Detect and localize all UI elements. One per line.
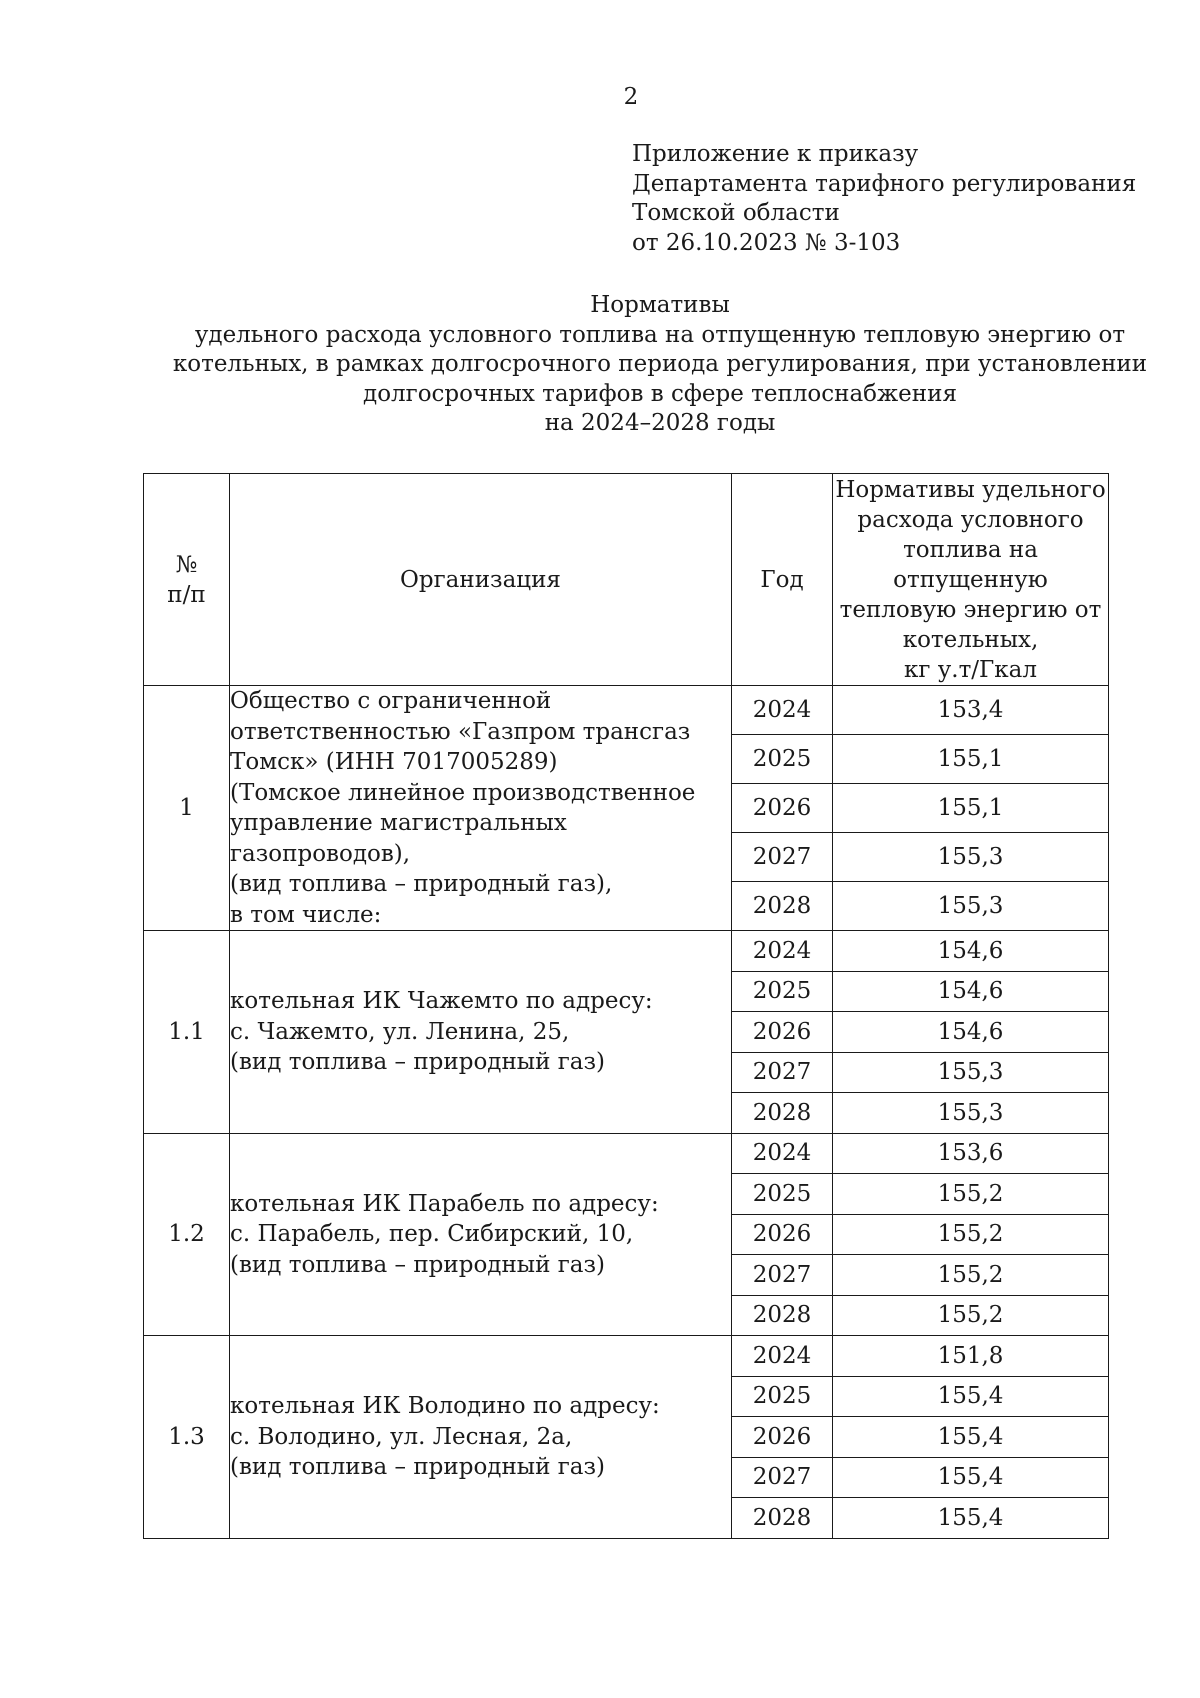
year-cell: 2025	[732, 971, 833, 1012]
year-cell: 2024	[732, 1336, 833, 1377]
norm-value-cell: 155,4	[833, 1417, 1109, 1458]
organization-cell	[230, 1336, 732, 1539]
year-cell: 2027	[732, 833, 833, 882]
norm-value-cell: 155,2	[833, 1255, 1109, 1296]
norm-value-cell: 155,2	[833, 1174, 1109, 1215]
appendix-line: Департамента тарифного регулирования	[632, 170, 1137, 197]
title-line: на 2024–2028 годы	[544, 410, 776, 436]
table-header-row	[144, 474, 1109, 686]
year-cell: 2026	[732, 1214, 833, 1255]
header-num-line: №	[175, 551, 198, 578]
row-number: 1	[144, 686, 230, 931]
norm-value-cell: 155,2	[833, 1295, 1109, 1336]
title-line: котельных, в рамках долгосрочного периода регулирования, при установлении	[172, 351, 1148, 377]
table-row	[144, 1336, 1109, 1377]
header-norm-line: тепловую энергию от	[839, 596, 1102, 623]
year-cell: 2027	[732, 1457, 833, 1498]
table-row	[144, 1133, 1109, 1174]
norm-value-cell: 155,3	[833, 1093, 1109, 1134]
organization-text	[230, 1391, 731, 1483]
year-cell: 2026	[732, 1012, 833, 1053]
norm-value-cell: 153,6	[833, 1133, 1109, 1174]
norm-value-cell: 155,1	[833, 784, 1109, 833]
organization-line: Общество с ограниченной	[230, 688, 552, 714]
organization-line: (Томское линейное производственное	[230, 779, 696, 806]
appendix-line: Приложение к приказу	[632, 141, 919, 167]
organization-line: Томск» (ИНН 7017005289)	[230, 749, 558, 775]
year-cell: 2026	[732, 1417, 833, 1458]
year-cell: 2025	[732, 735, 833, 784]
norm-value-cell: 154,6	[833, 1012, 1109, 1053]
organization-line: (вид топлива – природный газ)	[230, 1454, 606, 1480]
page-number: 2	[623, 84, 639, 110]
organization-line: ответственностью «Газпром трансгаз	[230, 718, 691, 745]
year-cell: 2024	[732, 686, 833, 735]
organization-cell	[230, 931, 732, 1134]
year-cell: 2028	[732, 1295, 833, 1336]
year-cell: 2028	[732, 1093, 833, 1134]
norm-value-cell: 155,3	[833, 882, 1109, 931]
title-line: долгосрочных тарифов в сфере теплоснабжения	[363, 380, 957, 407]
header-norm-line: топлива на	[903, 536, 1038, 563]
organization-line: (вид топлива – природный газ)	[230, 1251, 606, 1278]
organization-cell	[230, 686, 732, 931]
appendix-header	[632, 140, 1136, 258]
norm-value-cell: 155,4	[833, 1457, 1109, 1498]
year-cell: 2027	[732, 1255, 833, 1296]
organization-line: (вид топлива – природный газ)	[230, 1049, 606, 1075]
norm-value-cell: 155,4	[833, 1376, 1109, 1417]
row-number: 1.1	[144, 931, 230, 1134]
header-norm-line: расхода условного	[857, 506, 1084, 533]
header-norm-line: Нормативы удельного	[835, 476, 1106, 503]
year-cell: 2026	[732, 784, 833, 833]
header-num-line: п/п	[167, 581, 206, 608]
row-number: 1.3	[144, 1336, 230, 1539]
organization-line: управление магистральных газопроводов),	[230, 810, 567, 867]
year-cell: 2024	[732, 1133, 833, 1174]
row-number: 1.2	[144, 1133, 230, 1336]
header-organization: Организация	[230, 474, 732, 686]
title-line: Нормативы	[590, 292, 730, 318]
organization-text	[230, 986, 731, 1078]
norm-value-cell: 155,2	[833, 1214, 1109, 1255]
year-cell: 2027	[732, 1052, 833, 1093]
norm-value-cell: 154,6	[833, 971, 1109, 1012]
year-cell: 2028	[732, 882, 833, 931]
organization-text	[230, 1189, 731, 1281]
organization-line: котельная ИК Чажемто по адресу:	[230, 988, 653, 1014]
table-row	[144, 686, 1109, 735]
organization-line: в том числе:	[230, 901, 382, 928]
organization-line: котельная ИК Парабель по адресу:	[230, 1190, 659, 1217]
table-body	[144, 686, 1109, 1539]
appendix-line: от 26.10.2023 № 3-103	[632, 229, 901, 256]
year-cell: 2024	[732, 931, 833, 972]
organization-text	[230, 686, 731, 930]
header-year: Год	[732, 474, 833, 686]
organization-line: с. Парабель, пер. Сибирский, 10,	[230, 1221, 634, 1247]
header-num	[144, 474, 230, 686]
norm-value-cell: 153,4	[833, 686, 1109, 735]
header-norm-line: котельных,	[902, 626, 1039, 653]
appendix-line: Томской области	[632, 200, 840, 226]
norms-table	[143, 473, 1109, 1539]
organization-line: с. Володино, ул. Лесная, 2а,	[230, 1423, 573, 1450]
organization-cell	[230, 1133, 732, 1336]
norm-value-cell: 155,4	[833, 1498, 1109, 1539]
year-cell: 2028	[732, 1498, 833, 1539]
organization-line: (вид топлива – природный газ),	[230, 871, 613, 897]
document-title	[140, 291, 1180, 439]
table-row	[144, 931, 1109, 972]
norm-value-cell: 155,1	[833, 735, 1109, 784]
organization-line: с. Чажемто, ул. Ленина, 25,	[230, 1018, 570, 1045]
header-norm-line: кг у.т/Гкал	[904, 656, 1037, 683]
header-norm-line: отпущенную	[893, 566, 1048, 593]
norm-value-cell: 155,3	[833, 833, 1109, 882]
header-norm	[833, 474, 1109, 686]
year-cell: 2025	[732, 1376, 833, 1417]
organization-line: котельная ИК Володино по адресу:	[230, 1393, 660, 1419]
norm-value-cell: 151,8	[833, 1336, 1109, 1377]
norm-value-cell: 154,6	[833, 931, 1109, 972]
title-line: удельного расхода условного топлива на отпущенную тепловую энергию от	[194, 321, 1126, 348]
norm-value-cell: 155,3	[833, 1052, 1109, 1093]
year-cell: 2025	[732, 1174, 833, 1215]
